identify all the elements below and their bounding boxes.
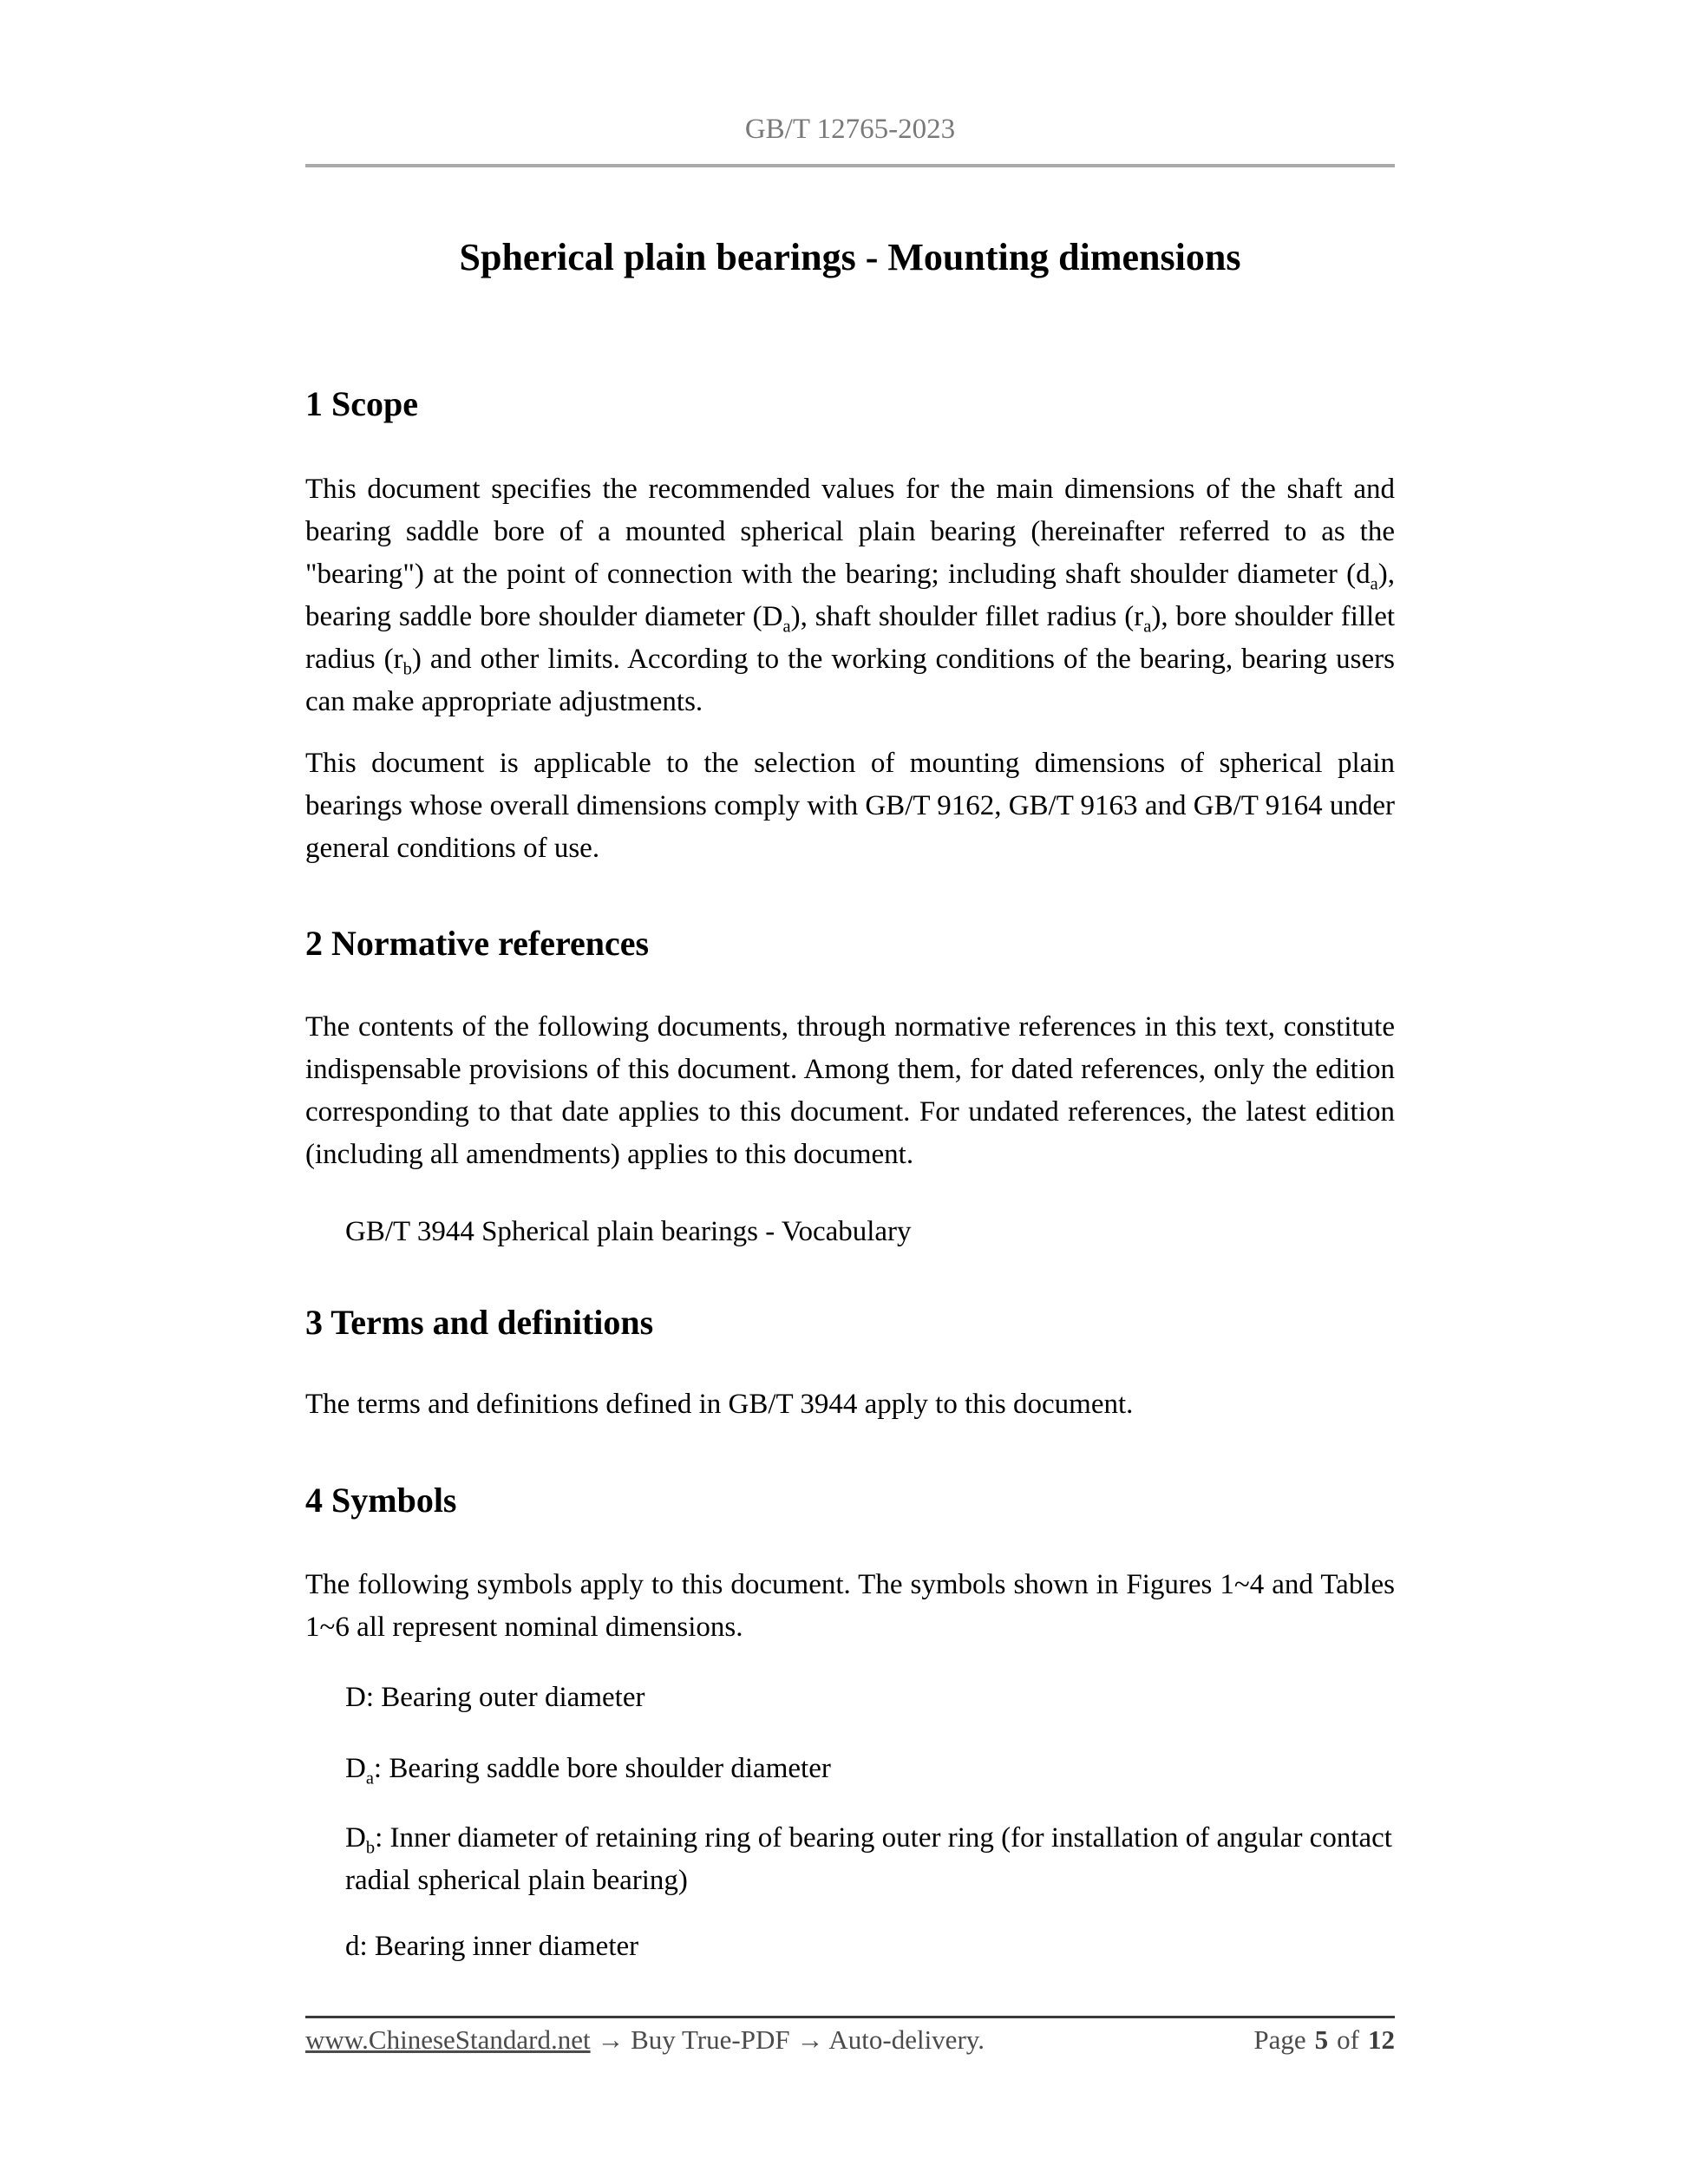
footer <box>305 2023 1395 2057</box>
symbol-da-base: D <box>345 1753 366 1784</box>
section-heading-normative-references: 2 Normative references <box>305 924 650 963</box>
subscript-a: a <box>782 617 791 637</box>
page-current: 5 <box>1314 2024 1329 2055</box>
page-indicator <box>1253 2023 1395 2057</box>
section-heading-symbols: 4 Symbols <box>305 1481 457 1520</box>
scope-p1-text: ), bore shoulder fillet radius (r <box>305 601 1396 675</box>
symbol-da-definition: : Bearing saddle bore shoulder diameter <box>373 1753 831 1784</box>
symbol-item-inner-diameter: d: Bearing inner diameter <box>345 1931 639 1962</box>
page-label: Page <box>1253 2024 1306 2055</box>
footer-tagline: → Buy True-PDF → Auto-delivery. <box>590 2024 985 2055</box>
symbols-paragraph: The following symbols apply to this document. The symbols shown in Figures 1~4 and Tables 1~6 all represent nominal dimensions. <box>305 1569 1395 1643</box>
subscript-a: a <box>1370 574 1378 594</box>
symbol-item-da <box>305 1748 1395 1790</box>
symbol-item-outer-diameter: D: Bearing outer diameter <box>345 1682 645 1713</box>
footer-left <box>305 2023 985 2057</box>
header-doc-number: GB/T 12765-2023 <box>744 114 956 145</box>
footer-rule <box>305 2016 1395 2018</box>
symbol-item-db <box>305 1817 1395 1902</box>
normative-reference-entry: GB/T 3944 Spherical plain bearings - Vocabulary <box>345 1216 912 1247</box>
section-heading-terms-definitions: 3 Terms and definitions <box>305 1303 654 1342</box>
terms-paragraph: The terms and definitions defined in GB/T 3944 apply to this document. <box>305 1389 1134 1420</box>
page-of-label: of <box>1337 2024 1359 2055</box>
subscript-b: b <box>365 1838 376 1858</box>
scope-p1-text: ) and other limits. According to the working conditions of the bearing, bearing users can make appropriate adjustments. <box>305 644 1395 717</box>
scope-paragraph-2: This document is applicable to the selection of mounting dimensions of spherical plain bearings whose overall dimensions comply with GB/T 9162, GB/T 9163 and GB/T 9164 under general conditions of use. <box>305 748 1395 864</box>
page-total: 12 <box>1368 2024 1395 2055</box>
page-title: Spherical plain bearings - Mounting dimensions <box>459 236 1241 278</box>
scope-p1-text: ), bearing saddle bore shoulder diameter (D <box>305 559 1395 632</box>
scope-p1-text: This document specifies the recommended values for the main dimensions of the shaft and bearing saddle bore of a mounted spherical plain bearing (hereinafter referred to as the "bearing") at the point of connection with the bearing; including shaft shoulder diameter (d <box>305 474 1395 590</box>
subscript-b: b <box>402 659 412 679</box>
scope-p1-text: ), shaft shoulder fillet radius (r <box>790 601 1144 632</box>
footer-site-link[interactable]: www.ChineseStandard.net <box>305 2024 591 2055</box>
normative-paragraph: The contents of the following documents, through normative references in this text, constitute indispensable provisions of this document. Among them, for dated references, only the edition corresponding to that date applies to this document. For undated references, the latest edition (including all amendments) applies to this document. <box>305 1011 1395 1170</box>
symbol-db-definition: : Inner diameter of retaining ring of bearing outer ring (for installation of angular contact radial spherical plain bearing) <box>345 1822 1392 1896</box>
symbol-db-base: D <box>345 1822 366 1854</box>
subscript-a: a <box>365 1769 374 1788</box>
subscript-a: a <box>1143 617 1152 637</box>
section-heading-scope: 1 Scope <box>305 384 418 423</box>
header-rule <box>305 164 1395 167</box>
scope-paragraph-1 <box>305 468 1395 723</box>
